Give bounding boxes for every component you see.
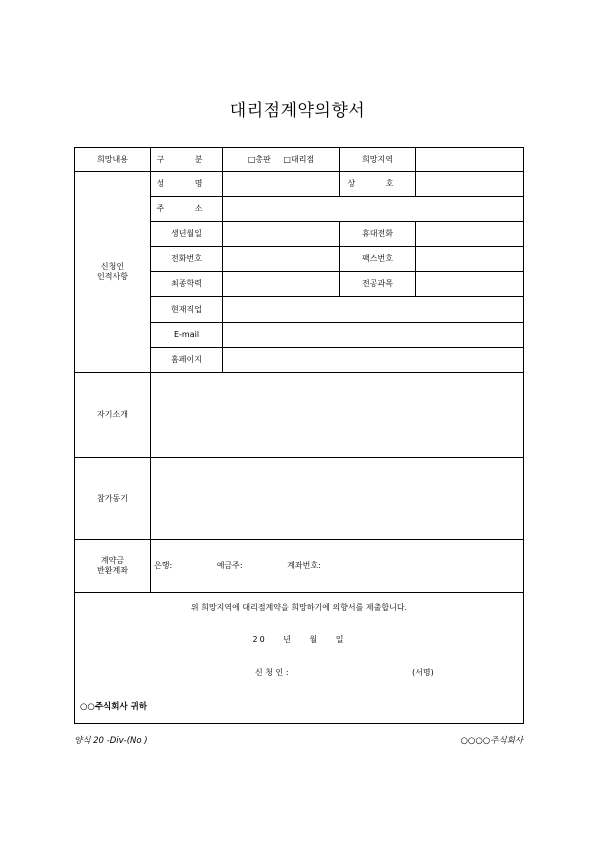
- motive-label: 참가동기: [75, 458, 151, 540]
- birth-field[interactable]: [223, 222, 340, 247]
- fax-label: 팩스번호: [340, 247, 416, 272]
- type-options: [223, 148, 340, 172]
- education-label: 최종학력: [151, 272, 223, 297]
- motive-field[interactable]: [151, 458, 524, 540]
- occupation-label: 현재직업: [151, 297, 223, 323]
- name-label: 성 명: [151, 172, 223, 197]
- applicant-group-label: 신청인 인적사항: [75, 172, 151, 373]
- self-intro-field[interactable]: [151, 373, 524, 458]
- email-field[interactable]: [223, 323, 524, 348]
- trade-name-field[interactable]: [416, 172, 524, 197]
- signature-mark: (서명): [412, 668, 434, 677]
- region-label: 희망지역: [340, 148, 416, 172]
- category-label: 구 분: [151, 148, 223, 172]
- account-number-label: 계좌번호:: [287, 561, 321, 570]
- birth-label: 생년월일: [151, 222, 223, 247]
- self-intro-label: 자기소개: [75, 373, 151, 458]
- mobile-label: 휴대전화: [340, 222, 416, 247]
- page-title: 대리점계약의향서: [229, 101, 366, 121]
- bank-label: 은행:: [154, 561, 173, 570]
- declaration-date: 20 년 월 일: [252, 635, 346, 644]
- name-field[interactable]: [223, 172, 340, 197]
- company-name: ○○○○주식회사: [460, 736, 523, 746]
- homepage-field[interactable]: [223, 348, 524, 373]
- education-field[interactable]: [223, 272, 340, 297]
- holder-label: 예금주:: [216, 561, 243, 570]
- recipient: ○○주식회사 귀하: [80, 702, 148, 712]
- declaration-section: [75, 593, 524, 724]
- form-number: 양식 20 -Div-(No ): [74, 736, 148, 746]
- deposit-account-field[interactable]: [151, 540, 524, 593]
- hope-label: 희망내용: [75, 148, 151, 172]
- occupation-field[interactable]: [223, 297, 524, 323]
- email-label: E-mail: [151, 323, 223, 348]
- homepage-label: 홈페이지: [151, 348, 223, 373]
- region-field[interactable]: [416, 148, 524, 172]
- major-label: 전공과목: [340, 272, 416, 297]
- mobile-field[interactable]: [416, 222, 524, 247]
- address-label: 주 소: [151, 197, 223, 222]
- applicant-sign-label: 신 청 인 :: [255, 668, 289, 677]
- application-form-table: [74, 147, 524, 724]
- deposit-account-label: 계약금 반환계좌: [75, 540, 151, 593]
- option-distributor-checkbox[interactable]: □총판: [247, 154, 271, 164]
- major-field[interactable]: [416, 272, 524, 297]
- phone-field[interactable]: [223, 247, 340, 272]
- trade-name-label: 상 호: [340, 172, 416, 197]
- option-agency-checkbox[interactable]: □대리점: [283, 154, 315, 164]
- fax-field[interactable]: [416, 247, 524, 272]
- phone-label: 전화번호: [151, 247, 223, 272]
- address-field[interactable]: [223, 197, 524, 222]
- declaration-statement: 위 희망지역에 대리점계약을 희망하기에 의향서를 제출합니다.: [190, 603, 408, 612]
